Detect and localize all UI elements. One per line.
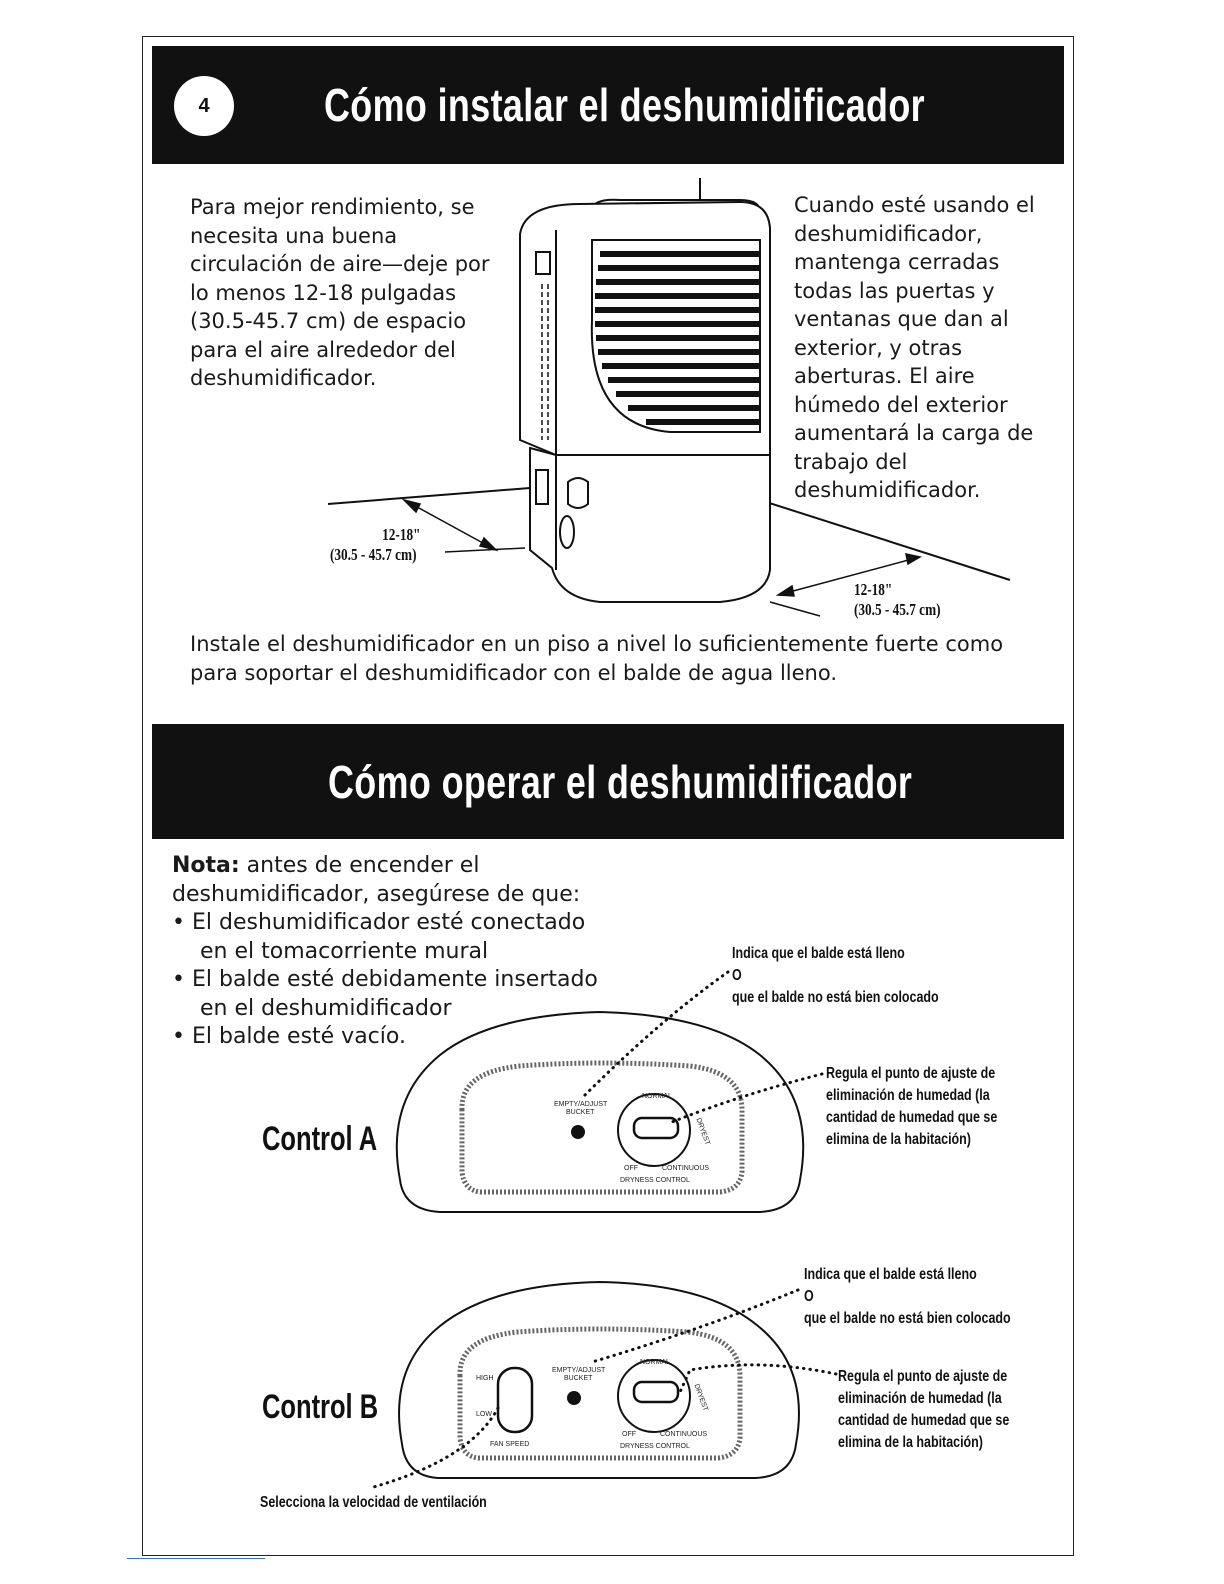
caption-line: que el balde no está bien colocado [732, 989, 939, 1006]
fan-speed-label: FAN SPEED [490, 1441, 530, 1448]
control-a-label: Control A [262, 1120, 378, 1158]
text-line: Instale el deshumidificador en un piso a nivel lo suficientemente fuerte como [190, 632, 1004, 656]
caption-line: Indica que el balde está lleno [804, 1266, 977, 1283]
fan-speed-caption: Selecciona la velocidad de ventilación [260, 1494, 487, 1511]
text-line: necesita una buena [190, 223, 398, 248]
step-number-badge: 4 [174, 76, 234, 136]
caption-line: Regula el punto de ajuste de [826, 1065, 996, 1082]
caption-line: elimina de la habitación) [826, 1131, 971, 1148]
operate-section-title: Cómo operar el deshumidificador [328, 755, 913, 808]
dial-continuous-label: CONTINUOUS [662, 1165, 710, 1172]
text-line: húmedo del exterior [794, 392, 1008, 417]
dial-continuous-label: CONTINUOUS [660, 1431, 708, 1438]
fan-low-label: LOW [476, 1411, 492, 1418]
caption-line: cantidad de humedad que se [826, 1109, 998, 1126]
caption-line: O [804, 1288, 814, 1305]
dial-dryest-label: DRYEST [694, 1117, 711, 1147]
text-line: para soportar el deshumidificador con el balde de agua lleno. [190, 660, 838, 685]
caption-line: elimina de la habitación) [838, 1434, 983, 1451]
dial-off-label: OFF [624, 1165, 638, 1172]
dimension-inches: 12-18" [382, 525, 421, 544]
dimension-inches: 12-18" [854, 580, 893, 599]
bucket-indicator-caption-b [804, 1264, 1011, 1330]
caption-line: Regula el punto de ajuste de [838, 1368, 1008, 1385]
text-line: Cuando esté usando el [794, 193, 1035, 217]
text-line: (30.5-45.7 cm) de espacio [190, 309, 467, 333]
text-line: trabajo del [794, 449, 908, 474]
text-line: todas las puertas y [794, 278, 995, 303]
caption-line: eliminación de humedad (la [838, 1390, 1002, 1407]
dryness-caption-a [826, 1063, 997, 1151]
bucket-indicator-caption-a [732, 943, 939, 1009]
dial-normal-label: NORMAL [640, 1359, 670, 1366]
dryness-control-label: DRYNESS CONTROL [620, 1443, 690, 1450]
text-line: para el aire alrededor del [190, 337, 456, 362]
note-text: antes de encender el [239, 853, 480, 878]
text-line: aumentará la carga de [794, 421, 1034, 445]
bullet-text: • El balde esté vacío. [172, 1024, 406, 1049]
dial-dryest-label: DRYEST [692, 1383, 709, 1413]
text-line: ventanas que dan al [794, 307, 1009, 331]
install-section-title: Cómo instalar el deshumidificador [324, 79, 926, 131]
control-b-label: Control B [262, 1388, 379, 1426]
text-line: circulación de aire—deje por [190, 252, 490, 276]
caption-line: Indica que el balde está lleno [732, 945, 905, 962]
caption-line: que el balde no está bien colocado [804, 1310, 1011, 1327]
footer-rule [127, 1558, 265, 1559]
text-line: Para mejor rendimiento, se [190, 195, 475, 219]
text-line: mantenga cerradas [794, 250, 1000, 274]
bullet-text: • El balde esté debidamente insertado [172, 967, 598, 992]
empty-bucket-label-2: BUCKET [566, 1109, 595, 1116]
dimension-cm: (30.5 - 45.7 cm) [329, 545, 417, 564]
dial-normal-label: NORMAL [642, 1093, 672, 1100]
empty-bucket-label-2: BUCKET [564, 1375, 593, 1382]
dryness-caption-b [838, 1366, 1009, 1454]
dial-off-label: OFF [622, 1431, 636, 1438]
caption-line: cantidad de humedad que se [838, 1412, 1010, 1429]
text-line: deshumidificador. [190, 366, 377, 390]
caption-line: O [732, 967, 742, 984]
empty-bucket-label: EMPTY/ADJUST [554, 1101, 608, 1108]
bullet-text-cont: en el tomacorriente mural [200, 938, 489, 964]
bullet-text-cont: en el deshumidificador [200, 995, 452, 1021]
text-line: exterior, y otras [794, 335, 963, 360]
bullet-text: • El deshumidificador esté conectado [172, 910, 586, 935]
empty-bucket-label: EMPTY/ADJUST [552, 1367, 606, 1374]
dryness-control-label: DRYNESS CONTROL [620, 1177, 690, 1184]
fan-high-label: HIGH [476, 1375, 494, 1382]
text-line: aberturas. El aire [794, 364, 975, 388]
dimension-cm: (30.5 - 45.7 cm) [854, 600, 941, 619]
note-label: Nota: [172, 853, 240, 878]
text-line: lo menos 12-18 pulgadas [190, 280, 457, 305]
caption-line: eliminación de humedad (la [826, 1087, 990, 1104]
text-line: deshumidificador, asegúrese de que: [172, 881, 581, 907]
text-line: deshumidificador, [794, 221, 983, 246]
text-line: deshumidificador. [794, 478, 981, 502]
